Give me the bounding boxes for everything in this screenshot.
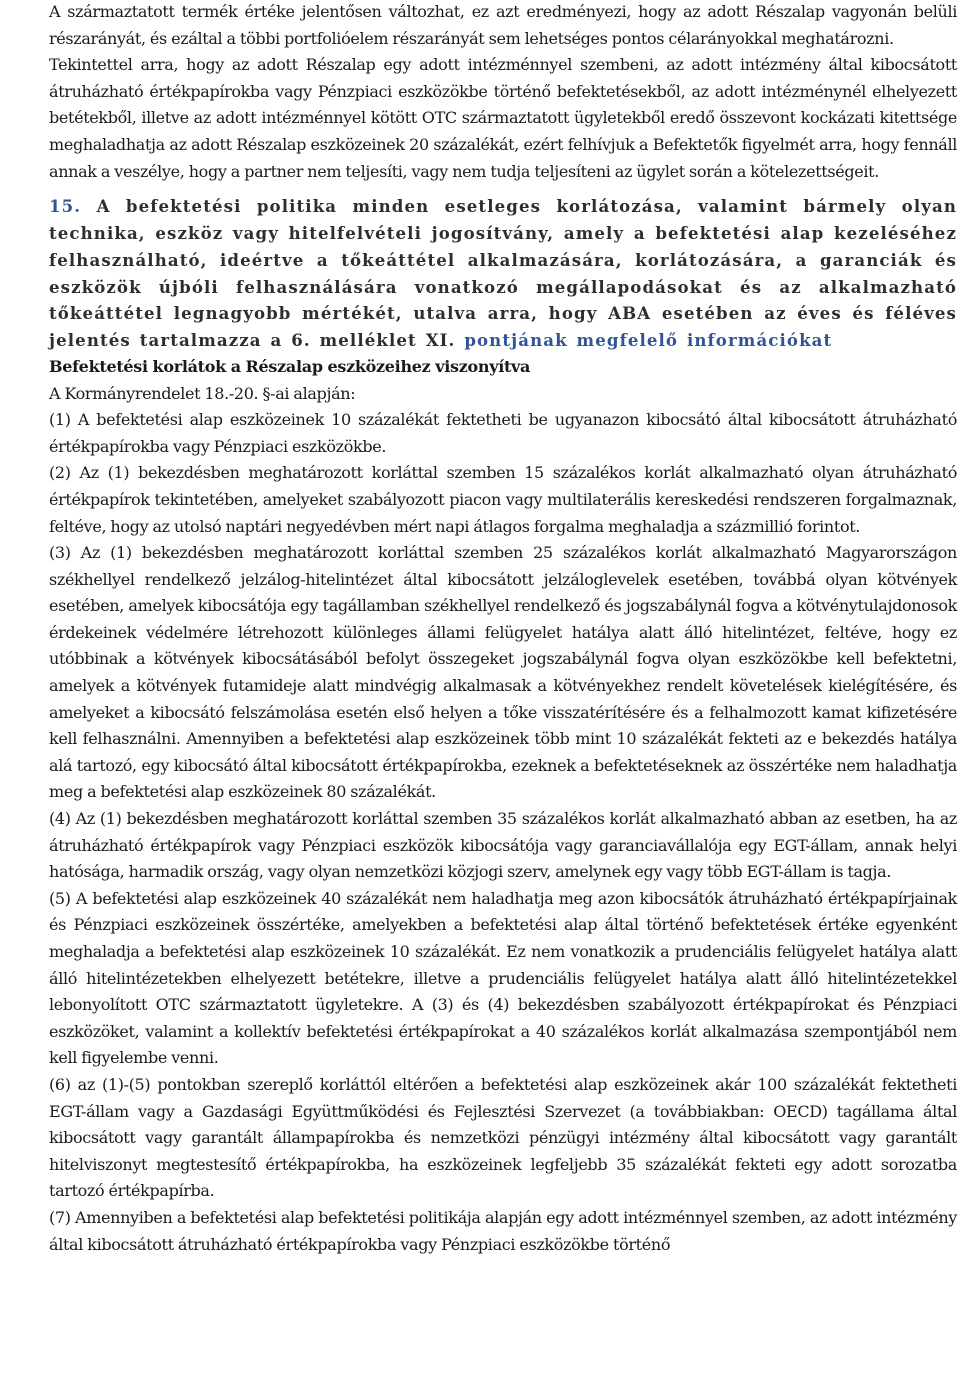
legal-basis-line: A Kormányrendelet 18.-20. §-ai alapján: xyxy=(49,383,356,403)
limit-item-3: (3) Az (1) bekezdésben meghatározott korláttal szemben 25 százalékos korlát alkalmazható Magyarországon székhellyel rendelkező jelzálog-hitelintézet által kibocsátott jelzáloglevelek esetében, továbbá olyan kötvények esetében, amelyek kibocsátója egy tagállamban székhellyel rendelkező és jogszabálynál fogva a kötvénytulajdonosok érdekeinek védelmére létrehozott különleges állami felügyelet hatálya alatt álló hitelintézet, feltéve, hogy ez utóbbinak a kötvények kibocsátásából befolyt összegeket jogszabálynál fogva olyan eszközökbe kell befektetni, amelyek a kötvények futamideje alatt mindvégig alkalmasak a kötvényekhez rendelt követelések kielégítésére, és amelyeket a kibocsátó felszámolása esetén első helyen a tőke visszatérítésére és a felhalmozott kamat kifizetésére kell felhasználni. Amennyiben a befektetési alap eszközeinek több mint 10 százalékát fekteti az e bekezdés hatálya alá tartozó, egy kibocsátó által kibocsátott értékpapírokba, ezeknek a befektetéseknek az összértéke nem haladhatja meg a befektetési alap eszközeinek 80 százalékát. xyxy=(49,543,957,802)
section-heading-tail: pontjának megfelelő információkat xyxy=(464,330,833,351)
subheading-investment-limits: Befektetési korlátok a Részalap eszközeihez viszonyítva xyxy=(49,356,531,376)
limit-item-5: (5) A befektetési alap eszközeinek 40 százalékát nem haladhatja meg azon kibocsátók átruházható értékpapírjainak és Pénzpiaci eszközeinek összértéke, amelyekben a befektetési alap által történő befektetések értéke egyenként meghaladja a befektetési alap eszközeinek 10 százalékát. Ez nem vonatkozik a prudenciális felügyelet hatálya alatt álló hitelintézetekben elhelyezett betétekre, illetve a prudenciális felügyelet hatálya alatt álló hitelintézetekkel lebonyolított OTC származtatott ügyletekre. A (3) és (4) bekezdésben szabályozott értékpapírokat és Pénzpiaci eszközöket, valamint a kollektív befektetési értékpapírokat a 40 százalékos korlát alkalmazása szempontjából nem kell figyelembe venni. xyxy=(49,888,957,1068)
limit-item-6: (6) az (1)-(5) pontokban szereplő korláttól eltérően a befektetési alap eszközeinek akár 100 százalékát fektetheti EGT-állam vagy a Gazdasági Együttműködési és Fejlesztési Szervezet (a továbbiakban: OECD) tagállama által kibocsátott vagy garantált állampapírokba és nemzetközi pénzügyi intézmény által kibocsátott vagy garantált hitelviszonyt megtestesítő értékpapírokba, ha eszközeinek legfeljebb 35 százalékát fekteti egy adott sorozatba tartozó értékpapírba. xyxy=(49,1074,957,1201)
section-heading-text: A befektetési politika minden esetleges korlátozása, valamint bármely olyan technika, eszköz vagy hitelfelvételi jogosítvány, amely a befektetési alap kezeléséhez felhasználható, ideértve a tőkeáttétel alkalmazására, korlátozására, a garanciák és eszközök újbóli felhasználására vonatkozó megállapodásokat és az alkalmazható tőkeáttétel legnagyobb mértékét, utalva arra, hogy ABA esetében az éves és féléves jelentés tartalmazza a 6. melléklet XI. xyxy=(49,196,957,351)
limit-item-2: (2) Az (1) bekezdésben meghatározott korláttal szemben 15 százalékos korlát alkalmazható olyan átruházható értékpapírok tekintetében, amelyeket szabályozott piacon vagy multilaterális kereskedési rendszeren forgalmaznak, feltéve, hogy az utolsó naptári negyedévben mért napi átlagos forgalma meghaladja a százmillió forintot. xyxy=(49,463,957,536)
limit-item-4: (4) Az (1) bekezdésben meghatározott korláttal szemben 35 százalékos korlát alkalmazható abban az esetben, ha az átruházható értékpapírok vagy Pénzpiaci eszközök kibocsátója vagy garanciavállalója egy EGT-állam, annak helyi hatósága, harmadik ország, vagy olyan nemzetközi közjogi szerv, amelynek egy vagy több EGT-állam is tagja. xyxy=(49,809,957,882)
section-number: 15. xyxy=(49,196,82,217)
limit-item-1: (1) A befektetési alap eszközeinek 10 százalékát fektetheti be ugyanazon kibocsátó által kibocsátott átruházható értékpapírokba vagy Pénzpiaci eszközökbe. xyxy=(49,410,957,456)
paragraph-counterparty-risk: Tekintettel arra, hogy az adott Részalap egy adott intézménnyel szembeni, az adott intézmény által kibocsátott átruházható értékpapírokba vagy Pénzpiaci eszközökbe történő befektetésekből, az adott intézménynél elhelyezett betétekből, illetve az adott intézménnyel kötött OTC származtatott ügyletekből eredő összevont kockázati kitettsége meghaladhatja az adott Részalap eszközeinek 20 százalékát, ezért felhívjuk a Befektetők figyelmét arra, hogy fennáll annak a veszélye, hogy a partner nem teljesíti, vagy nem tudja teljesíteni az ügylet során a kötelezettségeit. xyxy=(49,55,957,181)
document-page xyxy=(49,0,957,1258)
paragraph-derivative-value: A származtatott termék értéke jelentősen változhat, ez azt eredményezi, hogy az adott Részalap vagyonán belüli részarányát, és ezáltal a többi portfolióelem részarányát sem lehetséges pontos célarányokkal meghatározni. xyxy=(49,2,957,48)
limit-item-7: (7) Amennyiben a befektetési alap befektetési politikája alapján egy adott intézménnyel szemben, az adott intézmény által kibocsátott átruházható értékpapírokba vagy Pénzpiaci eszközökbe történő xyxy=(49,1207,957,1254)
section-heading xyxy=(49,193,957,354)
